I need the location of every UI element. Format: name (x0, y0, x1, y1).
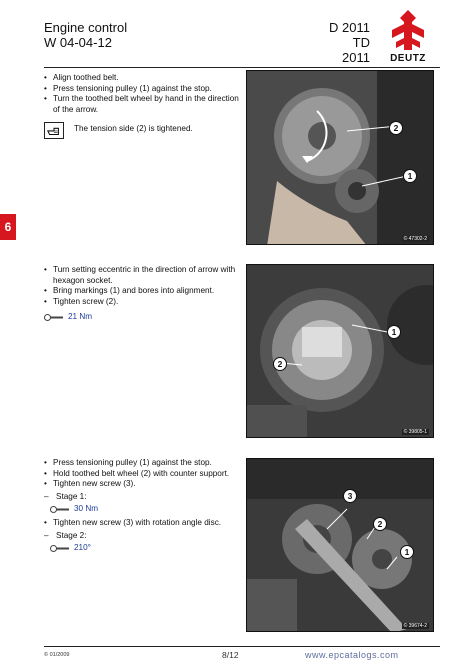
list-item: • Press tensioning pulley (1) against the stop. (44, 458, 212, 467)
list-item: • Bring markings (1) and bores into alignment. (44, 286, 215, 296)
list-item: • Align toothed belt. (44, 73, 119, 82)
rotation-angle-value: 210° (74, 543, 91, 553)
section2-instructions (44, 265, 244, 324)
photo-tighten-screw (246, 458, 434, 632)
engine-photo-1 (247, 71, 434, 245)
photo-reference: © 47302-2 (403, 236, 427, 242)
callout-2: 2 (389, 121, 403, 135)
page-number: 8/12 (222, 650, 239, 660)
title-line-1: Engine control (44, 20, 128, 35)
list-item: of the arrow. (53, 104, 99, 114)
model-line-1: D 2011 (329, 20, 370, 35)
list-item: • Tighten new screw (3) with rotation angle disc. (44, 518, 222, 528)
list-item: • Tighten screw (2). (44, 296, 119, 306)
copyright: © 01/2009 (44, 652, 70, 658)
model-line-2: TD 2011 (342, 35, 370, 65)
document-title (44, 20, 127, 50)
callout-2: 2 (373, 517, 387, 531)
list-item: – Stage 2: (44, 530, 87, 540)
angle-wrench-icon (50, 544, 70, 553)
torque-spec (44, 310, 244, 324)
list-item: • Press tensioning pulley (1) against the stop. (44, 83, 212, 93)
torque-spec-stage2 (50, 542, 244, 556)
section3-instructions (44, 458, 244, 556)
callout-1: 1 (400, 545, 414, 559)
torque-wrench-icon (50, 505, 70, 514)
photo-reference: © 39805-1 (403, 429, 427, 435)
footer-divider (44, 646, 440, 647)
list-item: hexagon socket. (53, 275, 113, 285)
torque-value: 21 Nm (68, 312, 93, 322)
header-divider (44, 67, 440, 68)
chapter-tab[interactable]: 6 (0, 214, 16, 240)
photo-toothed-belt (246, 70, 434, 245)
engine-photo-2 (247, 265, 434, 438)
list-item: • Turn setting eccentric in the direction of arrow with (44, 265, 236, 274)
note-text: The tension side (2) is tightened. (74, 124, 193, 133)
watermark-link[interactable]: www.epcatalogs.com (305, 650, 399, 660)
callout-2: 2 (273, 357, 287, 371)
torque-value: 30 Nm (74, 504, 99, 514)
hand-pointer-icon (44, 122, 64, 139)
list-item: • Hold toothed belt wheel (2) with counter support. (44, 468, 230, 478)
list-item: • Turn the toothed belt wheel by hand in the direction (44, 94, 239, 104)
engine-model (325, 20, 370, 65)
callout-1: 1 (403, 169, 417, 183)
callout-3: 3 (343, 489, 357, 503)
brand-name: DEUTZ (390, 53, 426, 64)
title-line-2: W 04-04-12 (44, 35, 112, 50)
photo-setting-eccentric (246, 264, 434, 438)
callout-1: 1 (387, 325, 401, 339)
list-item: • Tighten new screw (3). (44, 479, 136, 489)
torque-spec-stage1 (50, 502, 244, 516)
list-item: – Stage 1: (44, 491, 87, 501)
photo-reference: © 39674-2 (403, 623, 427, 629)
section1-instructions (44, 73, 244, 115)
torque-wrench-icon (44, 313, 64, 322)
